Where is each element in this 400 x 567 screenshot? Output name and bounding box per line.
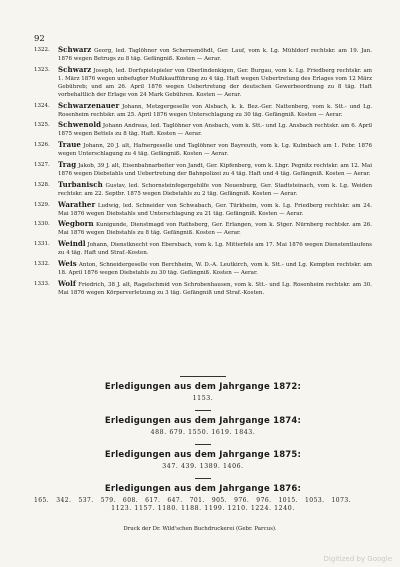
- entry: [34, 181, 372, 198]
- entry-text: Friedrich, 38 J. alt, Ragelschmid von Schrobenhausen, vom k. Stt.- und Lg. Rosenheim rechtskr. am 30. Mai 1876 wegen Körperverletzung zu 3 täg. Gefängniß und Straf.-Kosten.: [58, 281, 372, 296]
- entry-number: 1333.: [34, 280, 50, 287]
- entry-number: 1325.: [34, 122, 50, 129]
- entry-text: Joseph, led. Dorfspielspieler von Oberlindenkigen, Ger. Burgau, vom k. Lg. Friedberg rechtskr. am 1. März 1876 wegen unbefugter Mußikaufführung zu 4 täg. Haft wegen Uebertretung des Erlages vom 12 März Gebühreb; und am 26. April 1876 wegen Uebertretung der deutschen Gewerbeordnung zu 8 täg. Haft vorbehaltlich der Erlage von 24 Mark Gebühren. Kosten — Aerar.: [58, 67, 372, 98]
- entry: [34, 260, 372, 277]
- entry-name: Trag: [58, 159, 77, 169]
- digitization-watermark: Digitized by Google: [323, 555, 392, 563]
- section-title: Erledigungen aus dem Jahrgange 1876:: [104, 484, 302, 494]
- section-numbers: 1153.: [192, 395, 214, 402]
- section-numbers-line-1: 165. 342. 537. 579. 608. 617. 647. 701. 905. 976. 976. 1015. 1053. 1073.: [34, 497, 351, 504]
- entry-number: 1326.: [34, 142, 50, 149]
- entry-number: 1328.: [34, 181, 50, 188]
- entry-number: 1324.: [34, 102, 50, 109]
- entry: [34, 240, 372, 257]
- entry-number: 1329.: [34, 201, 50, 208]
- entry: [34, 201, 372, 218]
- entry: [34, 66, 372, 99]
- entry-text: Georg, led. Taglöhner von Schernsmöhdt, Ger. Lauf, vom k. Lg. Mühldorf rechtskr. am 19. Jan. 1876 wegen Betrugs zu 8 täg. Gefängniß. Kosten — Aerar.: [58, 48, 372, 62]
- entry-name: Schwenold: [58, 120, 102, 130]
- entry-name: Wolf: [58, 278, 77, 288]
- entry: [34, 161, 372, 178]
- entry-name: Schwarz: [58, 64, 92, 74]
- section-numbers: 488. 679. 1550. 1619. 1843.: [150, 429, 256, 436]
- section-title: Erledigungen aus dem Jahrgange 1872:: [104, 382, 302, 392]
- entry-name: Schwarzenauer: [58, 100, 120, 110]
- section-title: Erledigungen aus dem Jahrgange 1874:: [104, 416, 302, 426]
- entry: [34, 121, 372, 138]
- entry-number: 1332.: [34, 260, 50, 267]
- entries-list: [34, 46, 372, 300]
- entry-text: Johann, Metzgergeselle von Alsbach, k. k. Bez.-Ger. Nattenberg, vom k. Stt.- und Lg. Rosenheim rechtskr. am 25. April 1876 wegen Unterschlagung zu 30 täg. Gefängniß. Kosten — Aerar.: [58, 103, 372, 118]
- entry-name: Schwarz: [58, 45, 92, 54]
- entry-name: Wegborn: [58, 219, 94, 229]
- entry: [34, 220, 372, 237]
- entry-name: Weis: [58, 258, 77, 268]
- entry-name: Turbanisch: [58, 179, 103, 189]
- entry-text: Ludwig, led. Schneider von Schwabach, Ger. Türkheim, vom k. Lg. Friedberg rechtskr. am 24. Mai 1876 wegen Diebstahls und Unterschlagung zu 21 täg. Gefängniß. Kosten — Aerar.: [58, 202, 372, 217]
- entry-text: Kunigunde, Dienstmagd von Rathsberg, Ger. Erlangen, vom k. Stger. Nürnberg rechtskr. am 26. Mai 1876 wegen Diebstahls zu 8 täg. Gefängniß. Kosten — Aerar.: [58, 222, 372, 237]
- section-1875: [34, 450, 372, 471]
- entry-text: Anton, Schneidergeselle von Berchheim, W. D.-A. Leutkirch, vom k. Stt.- und Lg. Kempten rechtskr. am 18. April 1876 wegen Diebstahls zu 30 täg. Gefängniß. Kosten — Aerar.: [58, 261, 372, 276]
- divider: [180, 376, 226, 377]
- entry-name: Traue: [58, 140, 81, 150]
- entry-text: Johann, 20 J. alt, Hafnergeselle und Taglöhner von Bayreuth, vom k. Lg. Kulmbach am 1. Febr. 1876 wegen Unterschlagung zu 4 täg. Gefängniß. Kosten — Aerar.: [58, 143, 372, 158]
- entry-number: 1322.: [34, 47, 50, 53]
- entry-text: Jakob, 39 J. alt, Eisenbahnarbeiter von Jandt, Ger. Kipfenberg, vom k. Lbgr. Pegnitz rechtskr. am 12. Mai 1876 wegen Diebstahls und Uebertretung der Bahnpolizei zu 4 täg. Haft und 4 täg. Gefängniß. Kosten — Aerar.: [58, 162, 372, 177]
- section-numbers: 347. 439. 1389. 1406.: [162, 463, 244, 470]
- entry-number: 1331.: [34, 241, 50, 248]
- entry-text: Johann Andreas, led. Taglöhner von Ansbach, vom k. Stt.- und Lg. Ansbach rechtskr. am 6. April 1875 wegen Bettels zu 8 täg. Haft. Kosten — Aerar.: [58, 123, 372, 138]
- section-1872: [34, 382, 372, 403]
- section-1876: [34, 484, 372, 513]
- section-numbers-line-2: 1123. 1157. 1180. 1188. 1199. 1210. 1224. 1240.: [111, 505, 295, 512]
- entry-number: 1327.: [34, 161, 50, 168]
- resolutions-sections: [34, 376, 372, 520]
- section-1874: [34, 416, 372, 437]
- entry-number: 1330.: [34, 221, 50, 228]
- entry: [34, 46, 372, 63]
- entry-number: 1323.: [34, 66, 50, 73]
- entry-text: Johann, Dienstknecht von Ebersbach, vom k. Lg. Mitterfels am 17. Mai 1876 wegen Dienstentlaufens zu 4 täg. Haft und Straf.-Kosten.: [58, 242, 372, 257]
- entry: [34, 280, 372, 297]
- divider: [195, 444, 211, 445]
- page-number: 92: [34, 34, 45, 44]
- divider: [195, 478, 211, 479]
- printer-imprint: Druck der Dr. Wild'schen Buchdruckerei (Gebr. Parcus).: [123, 526, 277, 532]
- divider: [195, 410, 211, 411]
- entry: [34, 102, 372, 119]
- entry: [34, 141, 372, 158]
- entry-text: Gustav, led. Schornsteinfegergehilfe von Neuenburg, Ger. Stadtsteinach, vom k. Lg. Weiden rechtskr. am 22. Septbr. 1875 wegen Diebstahls zu 2 täg. Gefängniß. Kosten — Aerar.: [58, 182, 372, 197]
- entry-name: Warather: [58, 199, 96, 209]
- section-title: Erledigungen aus dem Jahrgange 1875:: [104, 450, 302, 460]
- entry-name: Weindl: [58, 239, 86, 249]
